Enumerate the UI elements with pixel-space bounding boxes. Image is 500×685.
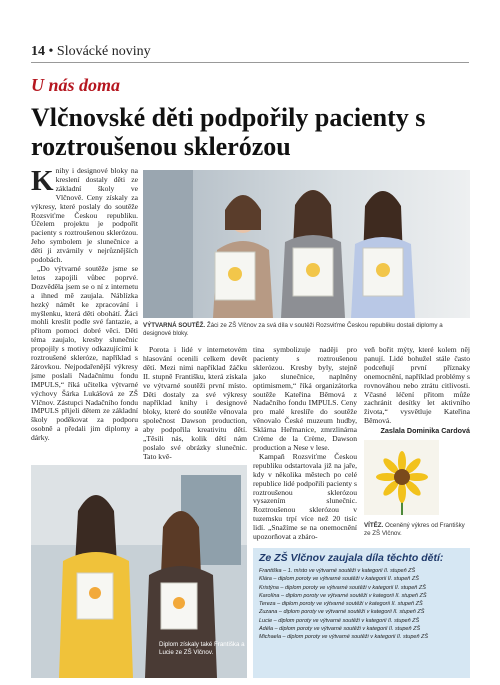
sunflower-drawing: [364, 440, 439, 515]
caption-text: Oceněný výkres od Františky ze ZŠ Vlčnov.: [364, 522, 465, 537]
winners-list: [253, 567, 470, 642]
article-paragraph: veň bořit mýty, které kolem něj panují. Lidé bohužel stále často podceňují první příznaky onemocnění, například problémy s rovnováhou nebo ztrátu citlivosti. Včasné léčení přitom může zachránit desítky let aktivního života,“ vysvětluje Kateřina Běmová.: [364, 345, 470, 426]
article-column-2: [143, 346, 247, 462]
list-item: Karolína – diplom poroty ve výtvarné soutěži v kategorii II. stupeň ZŠ: [259, 592, 427, 599]
article-column-3: [253, 346, 357, 542]
list-item: Zuzana – diplom poroty ve výtvarné soutěži v kategorii II. stupeň ZŠ: [259, 609, 425, 616]
article-paragraph: Porota i lidé v internetovém hlasování ocenili celkem devět dětí. Mezi nimi například žáčku II. stupně Františku, která získala ve výtvarné soutěži první místo. Děti dostaly za své výkresy například knihy i designové bloky, které do soutěže věnovala společnost Dawson production, aby podpořila kreativitu dětí. „Těsili nás, kolik dětí nám poslalo své obrázky slunečnic. Tato kvě-: [143, 345, 247, 461]
article-column-4: [364, 346, 470, 436]
sunflower-icon: [364, 440, 439, 515]
publication-name: Slovácké noviny: [56, 44, 151, 59]
article-paragraph: „Do výtvarné soutěže jsme se letos zapojili vůbec poprvé. Dozvěděla jsem se o ní z internetu a ihned mě zaujala. Náblízka hezký námět ke zpracování i myšlenku, která děti obohátí. Žáci mohli kreslit podle své fantazie, a přitom pomoci dobré věci. Děti téma zaujalo, kresby slunečnic propojily s motivy odkazujícími k roztroušené skleróze, například s žárovkou. Nejpodařenější výkresy jsme poslali Nadačnímu fondu IMPULS,“ říká učitelka výtvarné výchovy Šárka Lukášová ze ZŠ Vlčnov. Zástupci Nadačního fondu IMPULS přijeli dětem ze základní školy poděkovat za podporu osobně a předali jim diplomy a dárky.: [31, 263, 138, 443]
drop-cap: K: [31, 165, 54, 197]
bottom-photo-caption: Diplom získaly také Františka a Lucie ze ZŠ Vlčnov.: [159, 641, 245, 656]
caption-label: VÝTVARNÁ SOUTĚŽ.: [143, 322, 206, 329]
top-photo: [143, 170, 470, 318]
sunflower-caption: [364, 522, 470, 537]
header-separator: •: [45, 44, 57, 59]
article-intro: nihy i designové bloky na kreslení dostaly děti ze základní školy ve Vlčnově. Ceny získaly za výkresy, které poslaly do soutěže Rozsviťme Českou republiku. Účelem projektu je podpořit pacienty s roztroušenou sklerózou. Jeho symbolem je slunečnice a děti ji ztvárnily v nejrůznějších podobách.: [31, 166, 138, 265]
bottom-photo: [31, 465, 247, 678]
top-photo-image: [143, 170, 470, 318]
section-title: U nás doma: [31, 75, 121, 95]
list-item: Adéla – diplom poroty ve výtvarné soutěži v kategorii II. stupeň ZŠ: [259, 626, 421, 633]
top-photo-caption: [143, 322, 470, 337]
list-item: Michaela – diplom poroty ve výtvarné soutěži v kategorii II. stupeň ZŠ: [259, 634, 429, 641]
winners-box-title: Ze ZŠ Vlčnov zaujala díla těchto dětí:: [259, 552, 444, 564]
caption-label: VÍTĚZ.: [364, 522, 384, 529]
list-item: Klára – diplom poroty ve výtvarné soutěži v kategorii II. stupeň ZŠ: [259, 576, 419, 583]
article-headline: Vlčnovské děti podpořily pacienty s roztroušenou sklerózou: [31, 103, 426, 161]
article-signature: Zaslala Dominika Cardová: [380, 426, 470, 436]
article-column-1: [31, 167, 138, 443]
article-paragraph: Kampaň Rozsviťme Českou republiku odstartovala již na jaře, kdy v několika městech po celé republice lidé podpořili pacienty s roztroušenou sklerózou vysazením slunečnic. Roztroušenou sklerózou v tuzemsku trpí více než 20 tisíc lidí. „Snažíme se na onemocnění upozorňovat a zbáro-: [253, 451, 357, 542]
page-header: [31, 44, 151, 60]
list-item: Lucie – diplom poroty ve výtvarné soutěži v kategorii II. stupeň ZŠ: [259, 617, 420, 624]
list-item: Tereza – diplom poroty ve výtvarné soutěži v kategorii II. stupeň ZŠ: [259, 601, 423, 608]
list-item: Kristýna – diplom poroty ve výtvarné soutěži v kategorii II. stupeň ZŠ: [259, 584, 426, 591]
caption-text: Žáci ze ZŠ Vlčnov za svá díla v soutěži Rozsviťme Českou republiku dostali diplomy a designové bloky.: [143, 322, 443, 337]
list-item: Františka – 1. místo ve výtvarné soutěži v kategorii II. stupeň ZŠ: [259, 568, 416, 574]
header-rule: [31, 62, 469, 63]
page-number: 14: [31, 44, 45, 59]
winners-box: [253, 548, 470, 678]
article-paragraph: tina symbolizuje naději pro pacienty s roztroušenou sklerózou. Kresby byly, stejně jako slunečnice, naplněny optimismem,“ říká organizátorka soutěže Kateřina Běmová z Nadačního fondu IMPULS. Ceny pro malé kreslíře do soutěže věnovalo České muzeum hudby, Sklárna Heřmanice, zmrzlinárna Crème de la Crème, Dawson production a Nese v lese.: [253, 345, 357, 452]
